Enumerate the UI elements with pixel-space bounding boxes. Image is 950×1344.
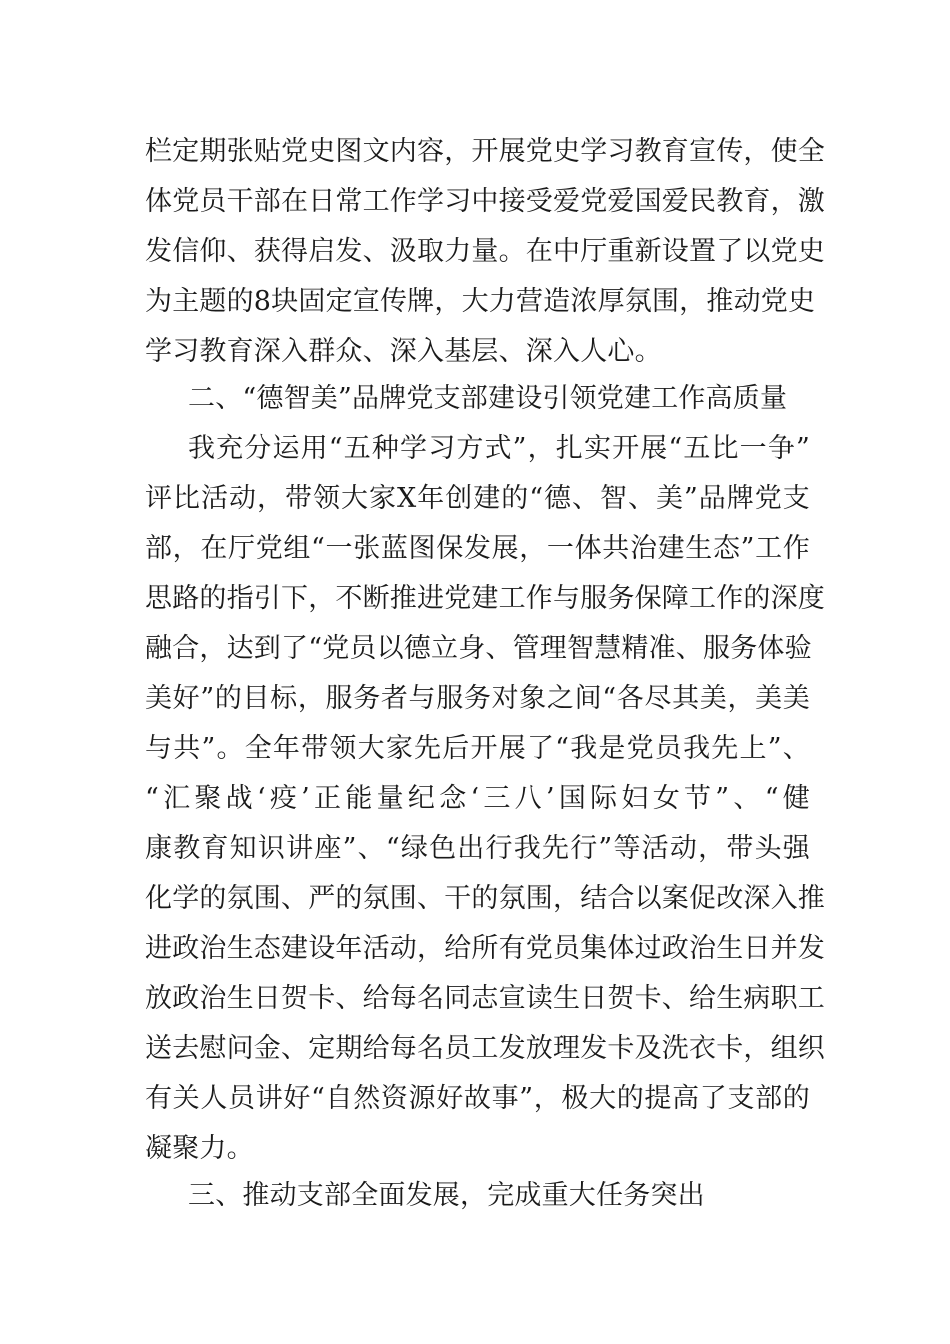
- paragraph-line: 思路的指引下，不断推进党建工作与服务保障工作的深度: [145, 583, 825, 614]
- paragraph-line: 与共”。全年带领大家先后开展了“我是党员我先上”、: [145, 733, 810, 764]
- paragraph-line: 有关人员讲好“自然资源好故事”，极大的提高了支部的: [145, 1083, 810, 1114]
- paragraph-line: 放政治生日贺卡、给每名同志宣读生日贺卡、给生病职工: [145, 983, 825, 1014]
- paragraph-line: 发信仰、获得启发、汲取力量。在中厅重新设置了以党史: [145, 236, 825, 267]
- section-heading: 三、推动支部全面发展，完成重大任务突出: [188, 1180, 705, 1211]
- paragraph-line: 学习教育深入群众、深入基层、深入人心。: [145, 336, 662, 367]
- paragraph-line: 进政治生态建设年活动，给所有党员集体过政治生日并发: [145, 933, 825, 964]
- paragraph-line: 康教育知识讲座”、“绿色出行我先行”等活动，带头强: [145, 833, 810, 864]
- paragraph-line: 为主题的8块固定宣传牌，大力营造浓厚氛围，推动党史: [145, 286, 816, 317]
- paragraph-line: 评比活动，带领大家X年创建的“德、智、美”品牌党支: [145, 483, 810, 514]
- paragraph-line: 化学的氛围、严的氛围、干的氛围，结合以案促改深入推: [145, 883, 825, 914]
- paragraph-line: “汇聚战‘疫’正能量纪念‘三八’国际妇女节”、“健: [145, 783, 810, 814]
- paragraph-line: 融合，达到了“党员以德立身、管理智慧精准、服务体验: [145, 633, 812, 664]
- paragraph-line: 美好”的目标，服务者与服务对象之间“各尽其美，美美: [145, 683, 810, 714]
- section-heading: 二、“德智美”品牌党支部建设引领党建工作高质量: [188, 383, 788, 414]
- paragraph-line: 栏定期张贴党史图文内容，开展党史学习教育宣传，使全: [145, 136, 825, 167]
- paragraph-line: 送去慰问金、定期给每名员工发放理发卡及洗衣卡，组织: [145, 1033, 825, 1064]
- paragraph-line: 体党员干部在日常工作学习中接受爱党爱国爱民教育，激: [145, 186, 825, 217]
- paragraph-line: 我充分运用“五种学习方式”，扎实开展“五比一争”: [188, 433, 810, 464]
- paragraph-line: 部，在厅党组“一张蓝图保发展，一体共治建生态”工作: [145, 533, 810, 564]
- paragraph-line: 凝聚力。: [145, 1133, 254, 1164]
